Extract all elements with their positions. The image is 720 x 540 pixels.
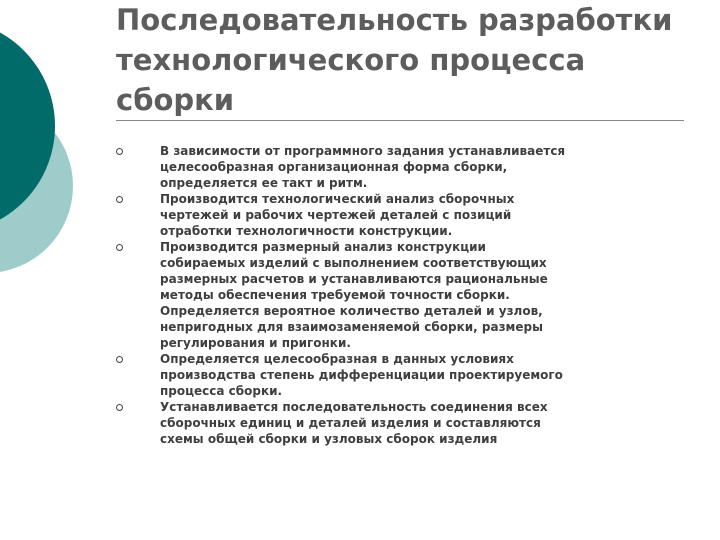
bullet-item bbox=[112, 191, 702, 239]
bullet-text: Определяется целесообразная в данных условиях bbox=[160, 352, 514, 366]
bullet-text: Устанавливается последовательность соединения всех bbox=[160, 400, 548, 414]
bullet-text: чертежей и рабочих чертежей деталей с позиций bbox=[160, 208, 512, 222]
bullet-text: отработки технологичности конструкции. bbox=[160, 224, 453, 238]
title-line: технологического процесса bbox=[116, 43, 586, 77]
bullet-text: непригодных для взаимозаменяемой сборки, размеры bbox=[160, 320, 543, 334]
circle-bullet-icon bbox=[116, 244, 123, 251]
bullet-text: собираемых изделий с выполнением соответствующих bbox=[160, 256, 547, 270]
bullet-text: целесообразная организационная форма сборки, bbox=[160, 160, 508, 174]
circle-bullet-icon bbox=[116, 356, 123, 363]
circle-bullet-icon bbox=[116, 404, 123, 411]
circle-bullet-icon bbox=[116, 148, 123, 155]
bullet-text: производства степень дифференциации проектируемого bbox=[160, 368, 563, 382]
circle-bullet-icon bbox=[116, 196, 123, 203]
bullet-text: определяется ее такт и ритм. bbox=[160, 176, 368, 190]
bullet-text: сборочных единиц и деталей изделия и составляются bbox=[160, 416, 541, 430]
bullet-text: Производится размерный анализ конструкции bbox=[160, 240, 486, 254]
bullet-text: размерных расчетов и устанавливаются рациональные bbox=[160, 272, 548, 286]
bullet-text: регулирования и пригонки. bbox=[160, 336, 351, 350]
title-line: сборки bbox=[116, 83, 235, 117]
bullet-text: методы обеспечения требуемой точности сборки. bbox=[160, 288, 510, 302]
title-line: Последовательность разработки bbox=[116, 3, 673, 37]
slide-title bbox=[116, 0, 696, 120]
bullet-text: схемы общей сборки и узловых сборок изделия bbox=[160, 432, 498, 446]
bullet-item bbox=[112, 351, 702, 399]
bullet-item bbox=[112, 239, 702, 351]
bullet-text: процесса сборки. bbox=[160, 384, 283, 398]
bullet-list bbox=[112, 143, 702, 447]
bullet-item bbox=[112, 143, 702, 191]
bullet-item bbox=[112, 399, 702, 447]
title-divider bbox=[116, 120, 684, 121]
bullet-text: Определяется вероятное количество деталей и узлов, bbox=[160, 304, 543, 318]
bullet-text: В зависимости от программного задания устанавливается bbox=[160, 144, 566, 158]
bullet-text: Производится технологический анализ сборочных bbox=[160, 192, 515, 206]
decorative-circles bbox=[0, 0, 120, 300]
